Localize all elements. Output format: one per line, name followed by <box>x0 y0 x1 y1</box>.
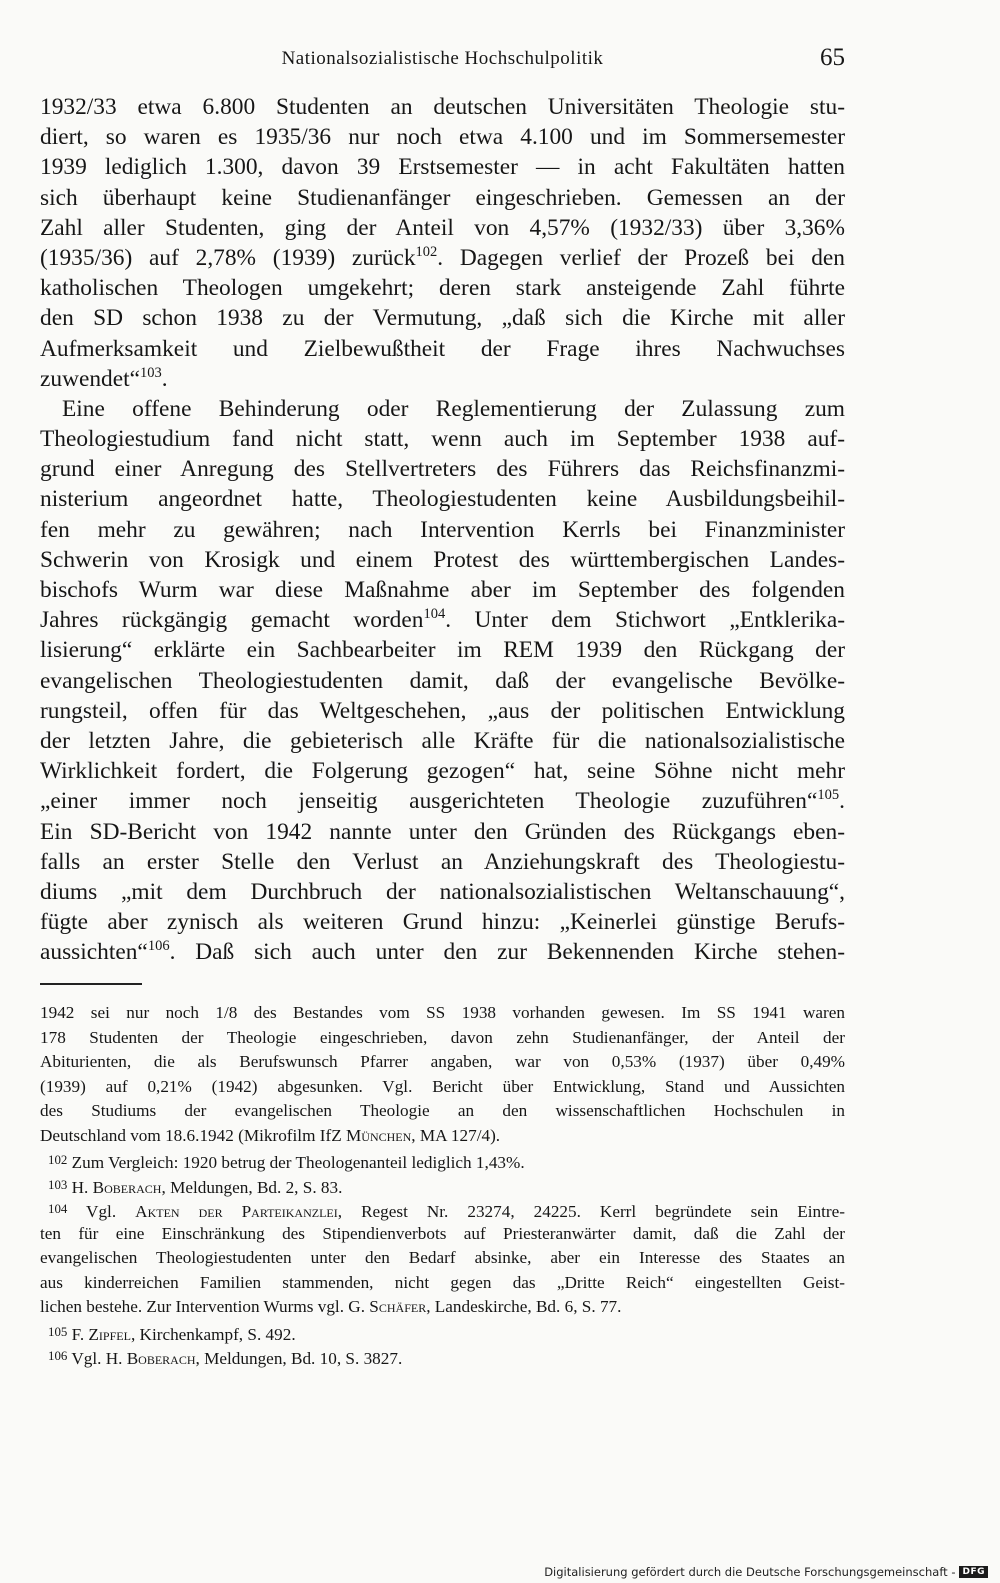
text-line <box>40 937 845 967</box>
page-number: 65 <box>820 44 845 71</box>
text-segment: , MA 127/4). <box>411 1125 501 1145</box>
footnote-number: 103 <box>48 1177 68 1192</box>
text-line <box>40 243 845 273</box>
footnote-line <box>40 1295 845 1320</box>
footnote-line: 178 Studenten der Theologie eingeschrieben, davon zehn Studienanfänger, der Anteil der <box>40 1027 845 1047</box>
footnote-line <box>40 1344 845 1369</box>
text-line: evangelischen Theologiestudenten damit, daß der evangelische Bevölke- <box>40 667 845 694</box>
text-segment: . <box>161 365 168 392</box>
text-segment: . Dagegen verlief der Prozeß bei den <box>437 244 845 271</box>
text-line <box>40 605 845 635</box>
main-text <box>40 92 845 967</box>
text-segment: Jahres rückgängig gemacht worden <box>40 607 424 634</box>
footnote-ref: 106 <box>147 938 170 955</box>
text-segment: lichen bestehe. Zur Intervention Wurms vgl. G. <box>40 1297 370 1316</box>
text-line <box>40 364 845 394</box>
text-segment: H. <box>67 1177 93 1197</box>
credit-text: Digitalisierung gefördert durch die Deutsche Forschungsgemeinschaft - <box>544 1565 956 1579</box>
footnote-ref: 105 <box>817 787 840 804</box>
text-line: sich überhaupt keine Studienanfänger eingeschrieben. Gemessen an der <box>40 184 845 211</box>
text-segment: Zum Vergleich: 1920 betrug der Theologenanteil lediglich 1,43%. <box>67 1153 525 1173</box>
text-line: grund einer Anregung des Stellvertreters des Führers das Reichsfinanzmi- <box>40 456 845 483</box>
text-segment: . <box>839 788 845 815</box>
text-segment: zuwendet“ <box>40 365 141 392</box>
text-line: fen mehr zu gewähren; nach Intervention Kerrls bei Finanzminister <box>40 516 845 543</box>
text-line: nisterium angeordnet hatte, Theologiestudenten keine Ausbildungsbeihil- <box>40 486 845 513</box>
text-line: Schwerin von Krosigk und einem Protest des württembergischen Landes- <box>40 546 845 573</box>
text-line: lisierung“ erklärte ein Sachbearbeiter im REM 1939 den Rückgang der <box>40 637 845 664</box>
footnote-line <box>40 1148 845 1173</box>
text-line: bischofs Wurm war diese Maßnahme aber im September des folgenden <box>40 577 845 603</box>
footnote-number: 104 <box>48 1202 68 1216</box>
footnote-line: 1942 sei nur noch 1/8 des Bestandes vom SS 1938 vorhanden gewesen. Im SS 1941 waren <box>40 1003 845 1022</box>
text-line: Wirklichkeit fordert, die Folgerung gezogen“ hat, seine Söhne nicht mehr <box>40 758 845 785</box>
footnote-ref: 102 <box>415 243 438 260</box>
text-line: diert, so waren es 1935/36 nur noch etwa 4.100 und im Sommersemester <box>40 124 845 151</box>
footnote-number: 106 <box>48 1349 68 1363</box>
small-caps-name: Akten der Parteikanzlei <box>135 1202 338 1222</box>
text-segment: , Meldungen, Bd. 2, S. 83. <box>161 1177 343 1197</box>
footnotes <box>40 1001 845 1369</box>
footnote-line: Abiturienten, die als Berufswunsch Pfarrer angaben, war von 0,53% (1937) über 0,49% <box>40 1052 845 1071</box>
text-segment: Vgl. <box>67 1202 136 1222</box>
footnote-separator <box>40 983 142 985</box>
text-segment: , Kirchenkampf, S. 492. <box>130 1324 296 1344</box>
footnote-number: 102 <box>48 1153 68 1167</box>
digitization-credit <box>544 1565 988 1579</box>
text-line: rungsteil, offen für das Weltgeschehen, „aus der politischen Entwicklung <box>40 697 845 724</box>
footnote-line <box>40 1320 845 1345</box>
small-caps-name: München <box>346 1125 412 1145</box>
text-segment: F. <box>67 1324 89 1344</box>
text-segment: aussichten“ <box>40 939 148 966</box>
text-segment: Vgl. H. <box>67 1349 127 1369</box>
text-segment: . Unter dem Stichwort „Entklerika- <box>445 607 845 634</box>
text-line: Ein SD-Bericht von 1942 nannte unter den Gründen des Rückgangs eben- <box>40 818 845 845</box>
footnote-line <box>40 1124 845 1149</box>
text-line: falls an erster Stelle den Verlust an Anziehungskraft des Theologiestu- <box>40 848 845 875</box>
footnote-line: aus kinderreichen Familien stammenden, nicht gegen das „Dritte Reich“ eingestellten Geist- <box>40 1272 845 1292</box>
text-line: fügte aber zynisch als weiteren Grund hinzu: „Keinerlei günstige Berufs- <box>40 909 845 936</box>
text-line: 1932/33 etwa 6.800 Studenten an deutschen Universitäten Theologie stu- <box>40 94 845 120</box>
footnote-line: des Studiums der evangelischen Theologie an den wissenschaftlichen Hochschulen in <box>40 1101 845 1120</box>
page-header <box>40 44 845 78</box>
text-segment: (1935/36) auf 2,78% (1939) zurück <box>40 244 416 271</box>
footnote-line: (1939) auf 0,21% (1942) abgesunken. Vgl. Bericht über Entwicklung, Stand und Aussichten <box>40 1076 845 1096</box>
text-line: den SD schon 1938 zu der Vermutung, „daß sich die Kirche mit aller <box>40 305 845 332</box>
text-line: diums „mit dem Durchbruch der nationalsozialistischen Weltanschauung“, <box>40 878 845 905</box>
small-caps-name: Zipfel <box>88 1324 131 1344</box>
small-caps-name: Boberach <box>92 1177 162 1197</box>
text-line <box>40 786 845 816</box>
text-line: 1939 lediglich 1.300, davon 39 Erstsemester — in acht Fakultäten hatten <box>40 154 845 181</box>
footnote-line <box>40 1197 845 1222</box>
text-segment: „einer immer noch jenseitig ausgerichteten Theologie zuzuführen“ <box>40 788 818 815</box>
footnote-ref: 103 <box>140 364 162 381</box>
footnote-ref: 104 <box>423 606 446 623</box>
text-line: Eine offene Behinderung oder Reglementierung der Zulassung zum <box>62 395 845 422</box>
small-caps-name: Schäfer <box>369 1297 427 1316</box>
text-line: katholischen Theologen umgekehrt; deren stark ansteigende Zahl führte <box>40 275 845 302</box>
footnote-line <box>40 1173 845 1198</box>
footnote-number: 105 <box>48 1324 68 1339</box>
text-line: Aufmerksamkeit und Zielbewußtheit der Frage ihres Nachwuchses <box>40 335 845 362</box>
text-line: der letzten Jahre, die gebieterisch alle Kräfte für die nationalsozialistische <box>40 727 845 754</box>
footnote-line: evangelischen Theologiestudenten unter den Bedarf absinke, aber ein Interesse des Staates an <box>40 1248 845 1267</box>
text-segment: , Landeskirche, Bd. 6, S. 77. <box>426 1297 622 1316</box>
text-segment: , Regest Nr. 23274, 24225. Kerrl begründete sein Eintre- <box>337 1202 845 1222</box>
text-line: Zahl aller Studenten, ging der Anteil von 4,57% (1932/33) über 3,36% <box>40 214 845 241</box>
running-title: Nationalsozialistische Hochschulpolitik <box>281 48 604 69</box>
text-line: Theologiestudium fand nicht statt, wenn auch im September 1938 auf- <box>40 426 845 453</box>
small-caps-name: Boberach <box>126 1349 196 1369</box>
text-segment: . Daß sich auch unter den zur Bekennenden Kirche stehen- <box>169 939 845 966</box>
footnote-line: ten für eine Einschränkung des Stipendienverbots auf Priesteranwärter damit, daß die Zahl der <box>40 1223 845 1243</box>
text-segment: Deutschland vom 18.6.1942 (Mikrofilm IfZ <box>40 1125 346 1145</box>
text-segment: , Meldungen, Bd. 10, S. 3827. <box>195 1349 403 1369</box>
dfg-logo-icon: DFG <box>959 1566 988 1578</box>
